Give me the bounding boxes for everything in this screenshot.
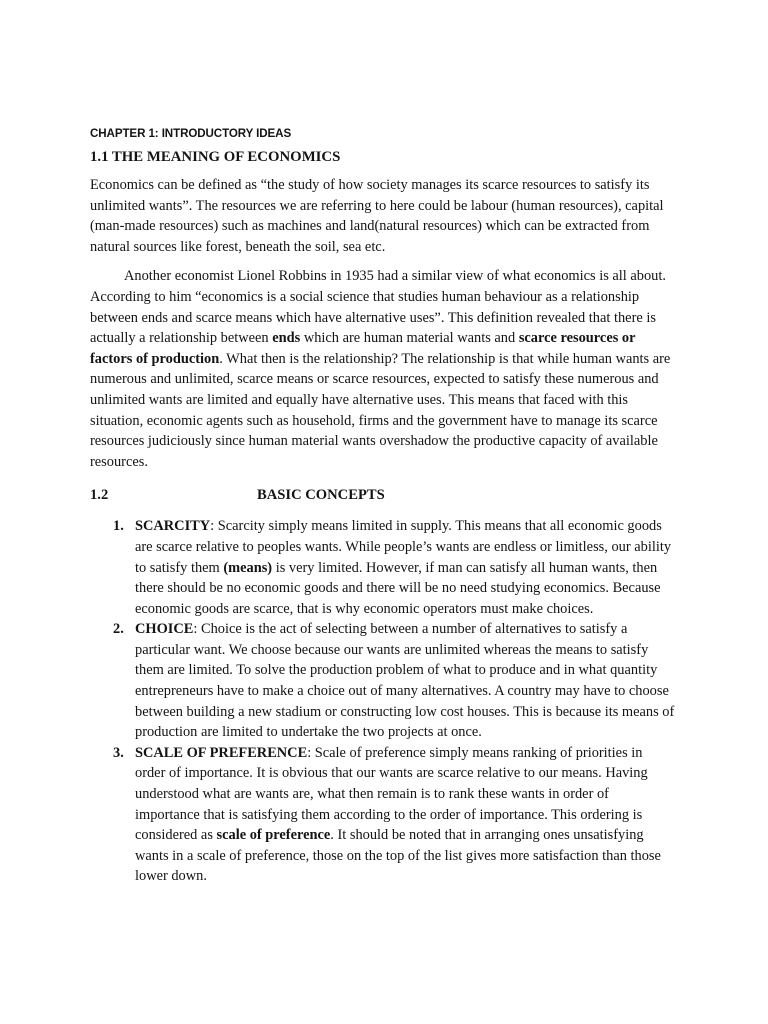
list-item-scale-of-preference — [90, 743, 675, 887]
term-scarce-resources: scarce resources or factors of production — [90, 330, 636, 367]
list-item-number: 3. — [113, 744, 124, 761]
term-choice: CHOICE — [135, 621, 194, 638]
list-item-number: 1. — [113, 518, 124, 535]
section-heading-meaning-of-economics: 1.1 THE MEANING OF ECONOMICS — [90, 149, 341, 165]
list-item-number: 2. — [113, 621, 124, 638]
choice-text-a: : Choice is the act of selecting between a number of alternatives to satisfy a particular want. We choose because our wants are unlimited whereas the means to satisfy them are limited. To solve the production problem of what to produce and in what quantity entrepreneurs have to make a choice out of many alternatives. A country may have to choose between building a new stadium or constructing low cost houses. This is because its means of production are limited to undertake the two projects at once. — [135, 621, 675, 741]
paragraph-definition: Economics can be defined as “the study of how society manages its scarce resources to satisfy its unlimited wants”. The resources we are referring to here could be labour (human resources), capital (man-made resources) such as machines and land(natural resources) which can be extracted from natural sources like forest, beneath the soil, sea etc. — [90, 177, 664, 255]
list-item-scarcity — [90, 516, 675, 619]
preference-text-c: . It should be noted that in arranging ones unsatisfying wants in a scale of preference, those on the top of the list gives more satisfaction than those lower down. — [135, 827, 661, 885]
term-scale-of-preference: SCALE OF PREFERENCE — [135, 744, 308, 761]
scarcity-text-a: : Scarcity simply means limited in supply. This means that all economic goods are scarce relative to peoples wants. While people’s wants are endless or limitless, our ability to satisfy them — [135, 518, 672, 576]
term-scarcity: SCARCITY — [135, 518, 211, 535]
scarcity-text-c: is very limited. However, if man can satisfy all human wants, then there should be no economic goods and there will be no need studying economics. Because economic goods are scarce, that is why economic operators must make choices. — [135, 559, 661, 617]
concepts-list — [90, 516, 675, 887]
preference-text-a: : Scale of preference simply means ranking of priorities in order of importance. It is obvious that our wants are scarce relative to our means. Having understood what are wants are, what then remain is to rank these wants in order of importance that is satisfying them according to the order of importance. This ordering is considered as — [135, 744, 648, 844]
robbins-text-c: . What then is the relationship? The relationship is that while human wants are numerous and unlimited, scarce means or scarce resources, expected to satisfy these numerous and unlimited wants are limited and equally have alternative uses. This means that faced with this situation, economic agents such as household, firms and the government have to manage its scarce resources judiciously since human material wants overshadow the productive capacity of available resources. — [90, 350, 671, 470]
term-ends: ends — [272, 330, 301, 347]
robbins-text-a: Another economist Lionel Robbins in 1935 had a similar view of what economics is all about. According to him “economics is a social science that studies human behaviour as a relationship between ends and scarce means which have alternative uses”. This definition revealed that there is actually a relationship between — [90, 268, 666, 347]
term-scale-of-preference-inline: scale of preference — [216, 827, 331, 844]
section-heading-basic-concepts — [90, 485, 675, 505]
term-means: (means) — [223, 559, 273, 576]
paragraph-robbins — [90, 266, 675, 472]
section-title: BASIC CONCEPTS — [257, 487, 385, 504]
robbins-text-b: which are human material wants and — [300, 330, 519, 347]
section-number: 1.2 — [90, 487, 109, 504]
list-item-choice — [90, 619, 675, 743]
document-page — [90, 124, 675, 887]
chapter-heading: CHAPTER 1: INTRODUCTORY IDEAS — [90, 127, 292, 140]
